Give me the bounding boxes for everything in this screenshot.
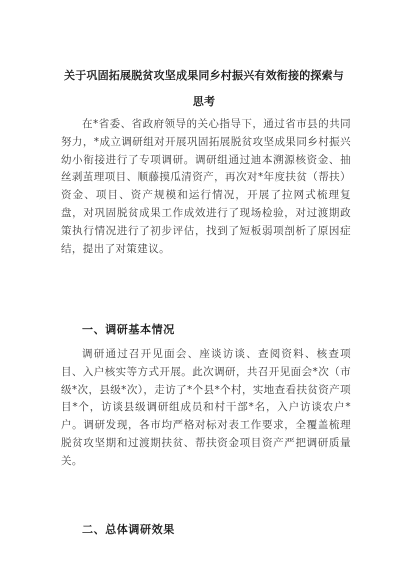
- section-heading-basic-situation: 一、调研基本情况: [82, 323, 175, 336]
- document-title: [50, 63, 358, 115]
- title-line-1: 关于巩固拓展脱贫攻坚成果同乡村振兴有效衔接的探索与: [64, 69, 344, 82]
- section-paragraph-basic-situation: 调研通过召开见面会、座谈访谈、查阅资料、核查项目、入户核实等方式开展。此次调研，共召开见面会*次（市级*次，县级*次），走访了*个县*个村，实地查看扶贫资产项目*个，访谈县级调研组成员和村干部*名，入户访谈农户*户。调研发现，各市均严格对标对表工作要求，全覆盖梳理脱贫攻坚期和过渡期扶贫、帮扶资金项目资产严把调研质量关。: [61, 348, 351, 467]
- title-line-2: 思考: [192, 95, 216, 108]
- intro-paragraph: 在*省委、省政府领导的关心指导下，通过省市县的共同努力，*成立调研组对开展巩固拓展脱贫攻坚成果同乡村振兴幼小衔接进行了专项调研。调研组通过迪本溯源核资金、抽丝剥茧理项目、顺藤摸瓜清资产，再次对*年度扶贫（帮扶）资金、项目、资产规模和运行情况，开展了拉网式梳理复盘，对巩固脱贫成果工作成效进行了现场检验，对过渡期政策执行情况进行了初步评估，找到了短板弱项剖析了原因症结，提出了对策建议。: [61, 118, 351, 255]
- section-heading-overall-effect: 二、总体调研效果: [82, 523, 175, 536]
